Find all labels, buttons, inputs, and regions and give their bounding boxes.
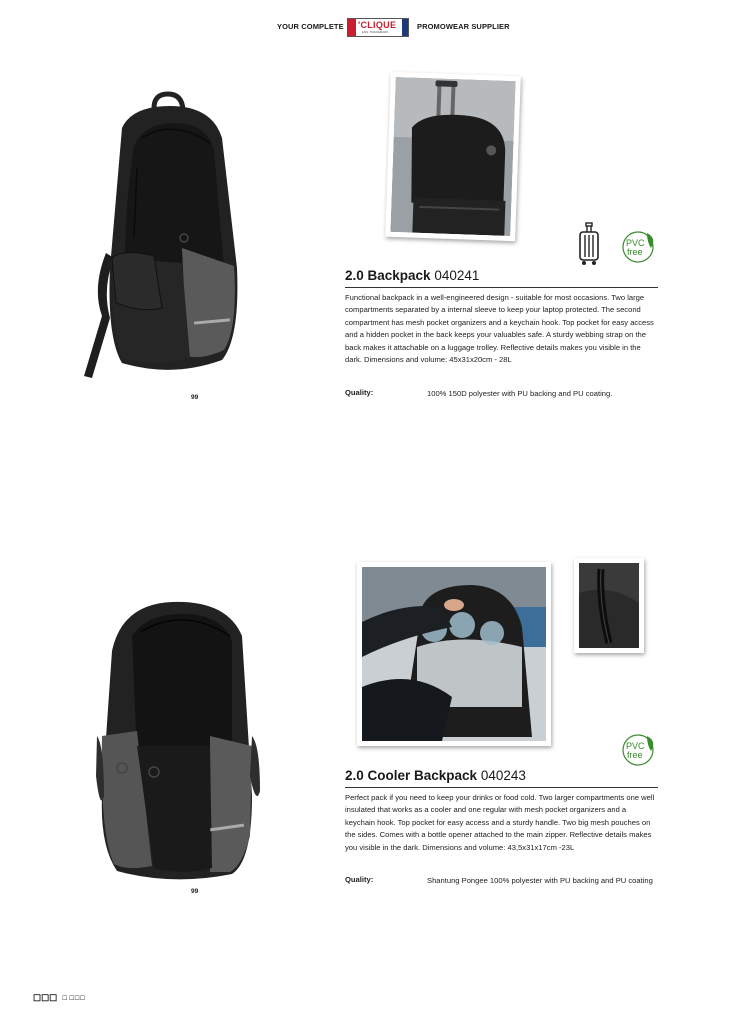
header-tagline-left: YOUR COMPLETE xyxy=(277,22,344,31)
cooler-backpack-product-image xyxy=(92,596,282,881)
backpack-product-image xyxy=(62,88,272,388)
trolley-photo xyxy=(385,72,521,241)
quality-label: Quality: xyxy=(345,875,374,884)
pvc-line1: PVC xyxy=(626,238,645,248)
product-name: 2.0 Backpack xyxy=(345,268,431,283)
title-divider xyxy=(345,287,658,288)
footer-page-number: ☐☐☐ xyxy=(33,993,58,1003)
pvc-line1: PVC xyxy=(626,741,645,751)
quality-value: 100% 150D polyester with PU backing and PU coating. xyxy=(427,389,613,398)
trolley-icon xyxy=(578,222,600,266)
header-tagline-right: PROMOWEAR SUPPLIER xyxy=(417,22,510,31)
quality-label: Quality: xyxy=(345,388,374,397)
footer-small-text: ☐ ☐☐☐ xyxy=(62,996,86,1002)
page-header xyxy=(0,18,754,38)
cooler-open-photo xyxy=(357,562,551,746)
product-image-label: 99 xyxy=(191,888,199,895)
brand-logo: 'CLIQUE ESS. TRADEMARK xyxy=(347,18,409,37)
product-image-label: 99 xyxy=(191,394,199,401)
pvc-free-icon xyxy=(621,733,655,767)
product-title xyxy=(345,768,526,783)
handle-detail-photo xyxy=(574,558,644,653)
product-title xyxy=(345,268,479,283)
product-code: 040243 xyxy=(480,768,526,783)
product-name: 2.0 Cooler Backpack xyxy=(345,768,478,783)
pvc-free-icon xyxy=(621,230,655,264)
pvc-line2: free xyxy=(627,247,643,257)
product-code: 040241 xyxy=(434,268,480,283)
title-divider xyxy=(345,787,658,788)
product-description: Functional backpack in a well-engineered design - suitable for most occasions. Two large compartments separated by a internal sleeve to keep your laptop protected. The second compartment has mesh pocket organizers and a keychain hook. Top pocket for easy access and a hidden pocket in the back keeps your valuables safe. A sturdy webbing strap on the back makes it attachable on a luggage trolley. Reflective details makes you visible in the dark. Dimensions and volume: 45x31x20cm - 28L xyxy=(345,293,654,365)
product-description: Perfect pack if you need to keep your drinks or food cold. Two larger compartments one well insulated that works as a cooler and one regular with mesh pocket organizers and a keychain hook. Top pocket for easy access and a sturdy handle. Two big mesh pouches on the sides. Comes with a bottle opener attached to the main zipper. Reflective details makes you visible in the dark. Dimensions and volume: 43,5x31x17cm -23L xyxy=(345,793,655,852)
quality-value: Shantung Pongee 100% polyester with PU backing and PU coating xyxy=(427,876,653,885)
pvc-line2: free xyxy=(627,750,643,760)
